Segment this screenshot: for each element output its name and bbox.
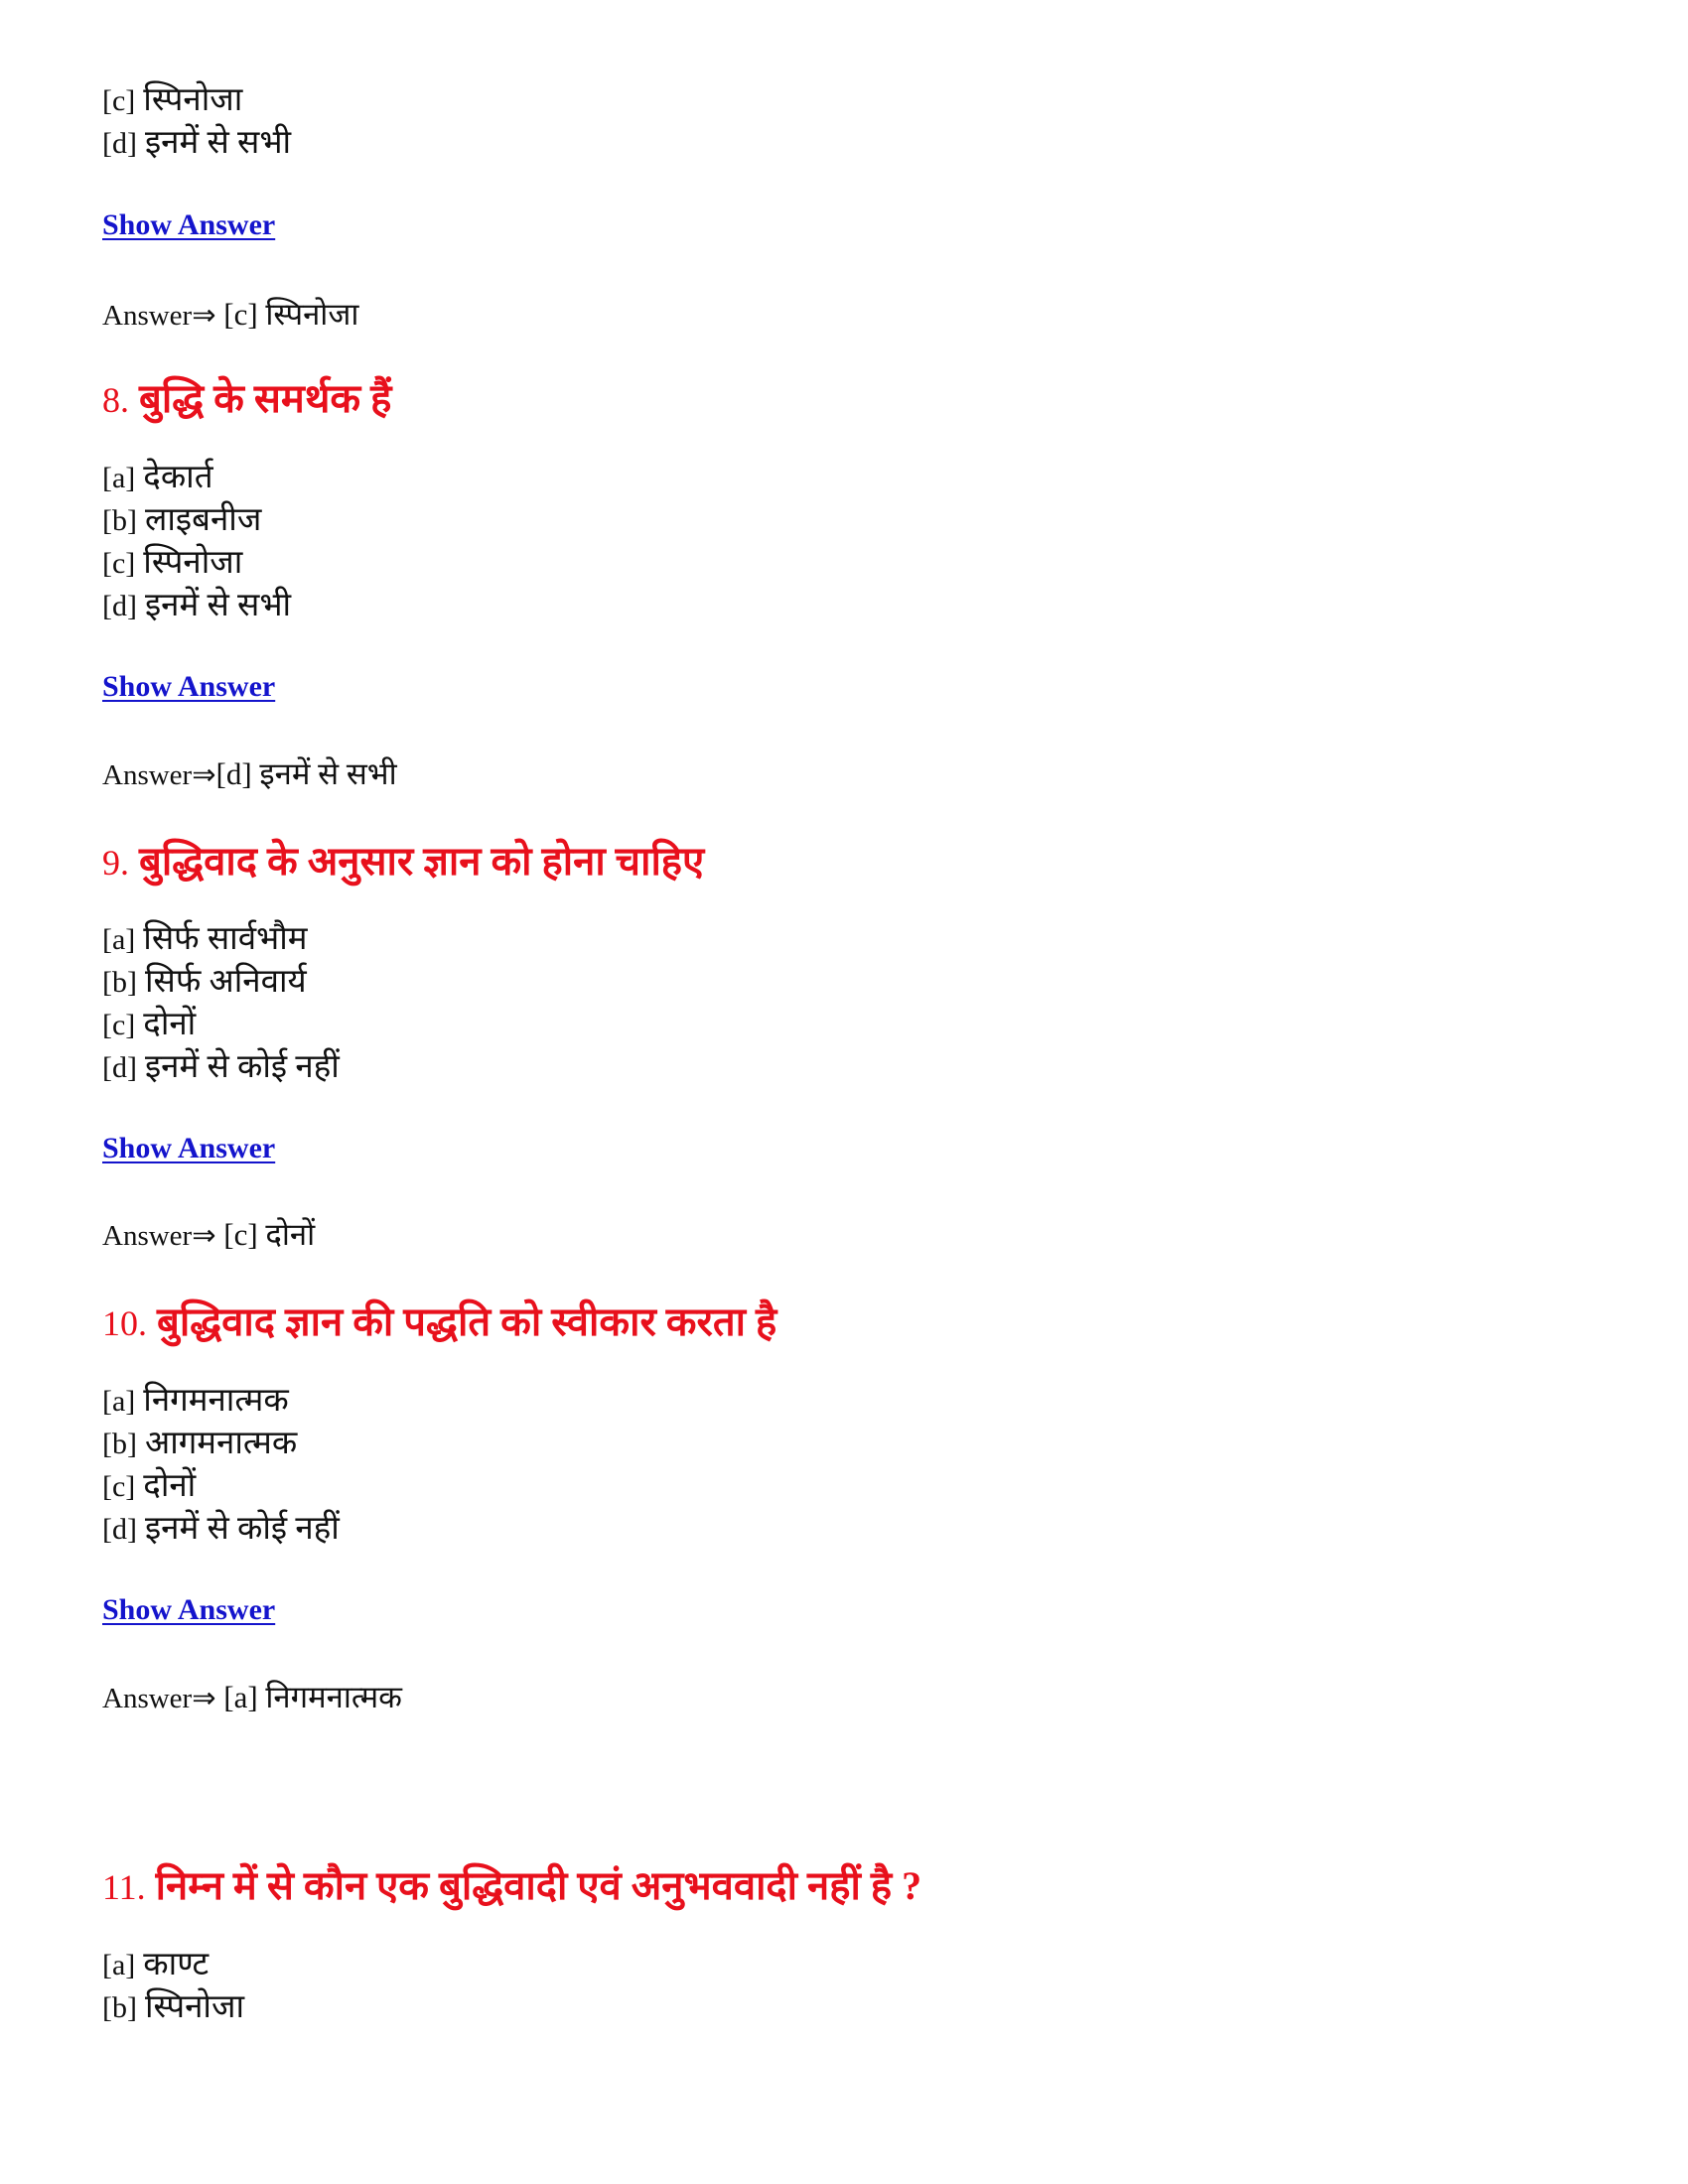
option-text: देकार्त: [143, 460, 213, 495]
option-d: [102, 585, 291, 627]
option-key: [b]: [102, 504, 137, 537]
option-key: [b]: [102, 1991, 137, 2024]
question-8-heading: [102, 369, 391, 424]
option-text: इनमें से सभी: [144, 588, 292, 623]
answer-text: [c] दोनों: [215, 1217, 316, 1252]
option-text: दोनों: [143, 1007, 197, 1042]
option-text: स्पिनोजा: [144, 1989, 245, 2025]
option-text: स्पिनोजा: [143, 82, 243, 118]
option-d: [102, 1046, 340, 1089]
question-number: 9.: [102, 843, 129, 883]
option-b: [102, 499, 261, 542]
question-text: बुद्धिवाद के अनुसार ज्ञान को होना चाहिए: [139, 839, 705, 884]
answer-text: [a] निगमनात्मक: [215, 1680, 402, 1714]
option-c: [102, 1004, 196, 1046]
option-key: [a]: [102, 923, 136, 956]
option-text: दोनों: [143, 1468, 197, 1504]
option-key: [c]: [102, 84, 136, 117]
option-text: इनमें से कोई नहीं: [144, 1049, 340, 1085]
question-number: 11.: [102, 1867, 146, 1907]
answer-prefix: Answer⇒: [102, 300, 216, 332]
option-a: [102, 918, 308, 961]
option-text: स्पिनोजा: [143, 545, 243, 581]
option-a: [102, 1380, 289, 1423]
option-text: इनमें से सभी: [144, 125, 292, 161]
answer-prefix: Answer⇒: [102, 759, 216, 791]
option-d: [102, 122, 291, 165]
option-key: [d]: [102, 1513, 137, 1546]
question-11-heading: [102, 1856, 921, 1911]
show-answer-link[interactable]: Show Answer: [102, 1132, 276, 1164]
question-10-heading: [102, 1293, 776, 1347]
option-text: सिर्फ अनिवार्य: [144, 964, 307, 1000]
question-number: 10.: [102, 1303, 147, 1343]
option-key: [c]: [102, 1009, 136, 1041]
question-text: बुद्धि के समर्थक हैं: [139, 376, 392, 421]
option-key: [d]: [102, 1051, 137, 1084]
option-d: [102, 1508, 340, 1551]
question-9-heading: [102, 832, 704, 887]
option-key: [a]: [102, 1949, 136, 1981]
show-answer-link[interactable]: Show Answer: [102, 1593, 276, 1626]
option-text: निगमनात्मक: [143, 1383, 289, 1419]
option-key: [a]: [102, 1385, 136, 1418]
option-b: [102, 1423, 297, 1465]
option-text: आगमनात्मक: [144, 1426, 298, 1461]
option-a: [102, 457, 213, 499]
option-text: काण्ट: [143, 1947, 210, 1982]
show-answer-link[interactable]: Show Answer: [102, 208, 276, 241]
option-text: इनमें से कोई नहीं: [144, 1511, 340, 1547]
option-key: [b]: [102, 966, 137, 999]
show-answer-link[interactable]: Show Answer: [102, 670, 276, 703]
option-key: [d]: [102, 590, 137, 622]
option-b: [102, 1986, 244, 2029]
option-key: [c]: [102, 1470, 136, 1503]
answer-text: [d] इनमें से सभी: [215, 756, 397, 791]
option-c: [102, 1465, 196, 1508]
option-c: [102, 542, 242, 585]
option-key: [c]: [102, 547, 136, 580]
answer-line: [102, 1676, 402, 1717]
option-text: सिर्फ सार्वभौम: [143, 921, 308, 957]
answer-prefix: Answer⇒: [102, 1220, 216, 1252]
option-text: लाइबनीज: [144, 502, 262, 538]
answer-line: [102, 752, 397, 794]
option-key: [d]: [102, 127, 137, 160]
option-key: [a]: [102, 462, 136, 494]
option-b: [102, 961, 307, 1004]
answer-prefix: Answer⇒: [102, 1683, 216, 1714]
question-text: बुद्धिवाद ज्ञान की पद्धति को स्वीकार करता है: [157, 1299, 777, 1344]
option-c: [102, 79, 242, 122]
option-key: [b]: [102, 1428, 137, 1460]
answer-line: [102, 1213, 315, 1255]
question-text: निम्न में से कौन एक बुद्धिवादी एवं अनुभववादी नहीं है ?: [155, 1863, 922, 1908]
answer-line: [102, 293, 358, 335]
answer-text: [c] स्पिनोजा: [223, 297, 359, 332]
question-number: 8.: [102, 380, 129, 420]
option-a: [102, 1944, 209, 1986]
